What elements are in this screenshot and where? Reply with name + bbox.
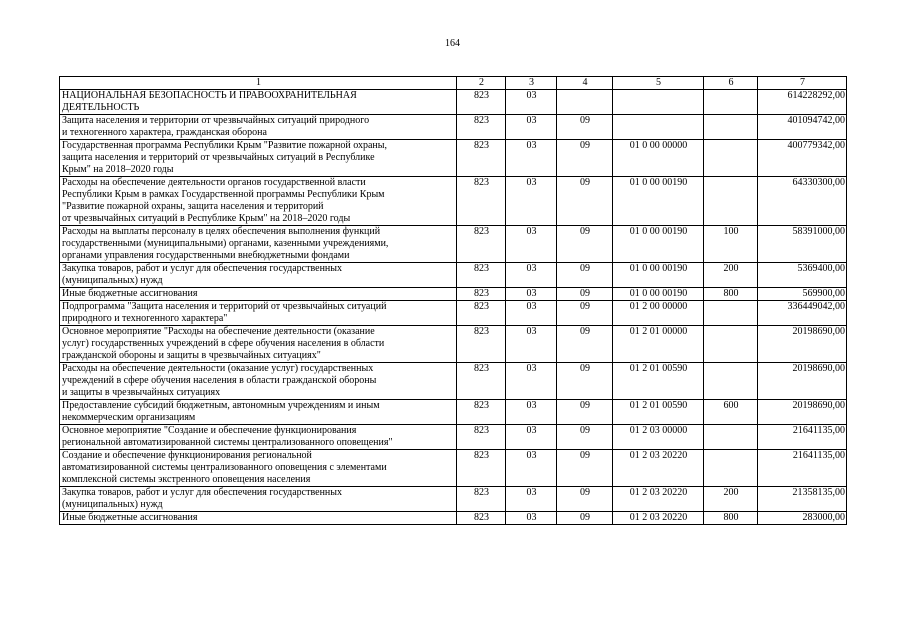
table-row	[60, 177, 847, 226]
expense-type-cell	[704, 140, 758, 177]
header-row	[60, 77, 847, 90]
expense-name-line: (муниципальных) нужд	[62, 275, 163, 286]
amount-cell: 20198690,00	[758, 326, 847, 363]
expense-name-line: Закупка товаров, работ и услуг для обеспечения государственных	[62, 263, 343, 274]
section-code-cell: 03	[506, 512, 557, 525]
admin-code-cell: 823	[457, 400, 506, 425]
admin-code-cell: 823	[457, 140, 506, 177]
header-col-2: 2	[457, 77, 506, 90]
budget-table	[59, 76, 847, 525]
table-header	[60, 77, 847, 90]
subsection-code-cell: 09	[557, 425, 613, 450]
subsection-code-cell: 09	[557, 177, 613, 226]
expense-name-line: Защита населения и территории от чрезвычайных ситуаций природного	[62, 115, 370, 126]
expense-name-line: органами управления государственными внебюджетными фондами	[62, 250, 350, 261]
expense-name-line: защита населения и территорий от чрезвычайных ситуаций в Республике	[62, 152, 375, 163]
admin-code-cell: 823	[457, 326, 506, 363]
expense-name-cell	[60, 487, 457, 512]
expense-name-line: Республики Крым в рамках Государственной программы Республики Крым	[62, 189, 385, 200]
amount-cell: 569900,00	[758, 288, 847, 301]
amount-cell: 21641135,00	[758, 425, 847, 450]
expense-name-cell	[60, 140, 457, 177]
table-row	[60, 288, 847, 301]
expense-name-line: региональной автоматизированной системы централизованного оповещения"	[62, 437, 393, 448]
expense-name-line: Иные бюджетные ассигнования	[62, 512, 198, 523]
table-row	[60, 400, 847, 425]
amount-cell: 21358135,00	[758, 487, 847, 512]
header-col-4: 4	[557, 77, 613, 90]
subsection-code-cell: 09	[557, 326, 613, 363]
table-row	[60, 512, 847, 525]
amount-cell: 64330300,00	[758, 177, 847, 226]
admin-code-cell: 823	[457, 90, 506, 115]
expense-name-line: Расходы на выплаты персоналу в целях обеспечения выполнения функций	[62, 226, 381, 237]
expense-name-cell	[60, 363, 457, 400]
section-code-cell: 03	[506, 487, 557, 512]
expense-name-cell	[60, 90, 457, 115]
section-code-cell: 03	[506, 263, 557, 288]
expense-name-line: Крым" на 2018–2020 годы	[62, 164, 174, 175]
subsection-code-cell: 09	[557, 226, 613, 263]
subsection-code-cell: 09	[557, 288, 613, 301]
expense-name-line: Закупка товаров, работ и услуг для обеспечения государственных	[62, 487, 343, 498]
subsection-code-cell: 09	[557, 400, 613, 425]
target-article-cell: 01 2 03 20220	[613, 450, 704, 487]
expense-name-line: гражданской обороны и защиты в чрезвычайных ситуациях"	[62, 350, 321, 361]
expense-type-cell: 600	[704, 400, 758, 425]
target-article-cell: 01 2 03 20220	[613, 487, 704, 512]
section-code-cell: 03	[506, 177, 557, 226]
expense-name-line: автоматизированной системы централизованного оповещения с элементами	[62, 462, 387, 473]
target-article-cell: 01 2 01 00000	[613, 326, 704, 363]
expense-name-cell	[60, 450, 457, 487]
table-row	[60, 487, 847, 512]
section-code-cell: 03	[506, 288, 557, 301]
section-code-cell: 03	[506, 425, 557, 450]
section-code-cell: 03	[506, 450, 557, 487]
expense-type-cell	[704, 326, 758, 363]
expense-name-line: ДЕЯТЕЛЬНОСТЬ	[62, 102, 140, 113]
amount-cell: 20198690,00	[758, 363, 847, 400]
table-row	[60, 90, 847, 115]
expense-type-cell	[704, 115, 758, 140]
header-col-3: 3	[506, 77, 557, 90]
table-row	[60, 140, 847, 177]
amount-cell: 283000,00	[758, 512, 847, 525]
subsection-code-cell: 09	[557, 115, 613, 140]
table-row	[60, 263, 847, 288]
amount-cell: 400779342,00	[758, 140, 847, 177]
expense-name-line: НАЦИОНАЛЬНАЯ БЕЗОПАСНОСТЬ И ПРАВООХРАНИТЕЛЬНАЯ	[62, 90, 357, 101]
expense-name-line: услуг) государственных учреждений в сфере обучения населения в области	[62, 338, 385, 349]
admin-code-cell: 823	[457, 115, 506, 140]
expense-type-cell	[704, 425, 758, 450]
admin-code-cell: 823	[457, 450, 506, 487]
table-row	[60, 115, 847, 140]
amount-cell: 21641135,00	[758, 450, 847, 487]
target-article-cell: 01 2 00 00000	[613, 301, 704, 326]
table-row	[60, 301, 847, 326]
section-code-cell: 03	[506, 400, 557, 425]
expense-type-cell	[704, 450, 758, 487]
section-code-cell: 03	[506, 226, 557, 263]
table-row	[60, 425, 847, 450]
expense-name-cell	[60, 301, 457, 326]
admin-code-cell: 823	[457, 301, 506, 326]
target-article-cell: 01 0 00 00190	[613, 226, 704, 263]
section-code-cell: 03	[506, 140, 557, 177]
table-row	[60, 226, 847, 263]
target-article-cell: 01 0 00 00190	[613, 263, 704, 288]
table-row	[60, 326, 847, 363]
subsection-code-cell: 09	[557, 140, 613, 177]
expense-type-cell: 800	[704, 512, 758, 525]
table-row	[60, 450, 847, 487]
target-article-cell: 01 2 01 00590	[613, 363, 704, 400]
expense-name-line: учреждений в сфере обучения населения в области гражданской обороны	[62, 375, 377, 386]
expense-name-line: некоммерческим организациям	[62, 412, 196, 423]
header-col-6: 6	[704, 77, 758, 90]
expense-type-cell: 100	[704, 226, 758, 263]
expense-type-cell: 800	[704, 288, 758, 301]
header-col-7: 7	[758, 77, 847, 90]
expense-name-line: комплексной системы экстренного оповещения населения	[62, 474, 311, 485]
expense-name-line: Расходы на обеспечение деятельности (оказание услуг) государственных	[62, 363, 374, 374]
admin-code-cell: 823	[457, 363, 506, 400]
admin-code-cell: 823	[457, 288, 506, 301]
subsection-code-cell: 09	[557, 301, 613, 326]
expense-name-cell	[60, 226, 457, 263]
expense-name-line: Основное мероприятие "Расходы на обеспечение деятельности (оказание	[62, 326, 375, 337]
subsection-code-cell: 09	[557, 487, 613, 512]
amount-cell: 5369400,00	[758, 263, 847, 288]
subsection-code-cell: 09	[557, 450, 613, 487]
expense-name-cell	[60, 512, 457, 525]
subsection-code-cell: 09	[557, 263, 613, 288]
expense-type-cell	[704, 363, 758, 400]
admin-code-cell: 823	[457, 263, 506, 288]
target-article-cell	[613, 90, 704, 115]
target-article-cell	[613, 115, 704, 140]
expense-name-line: Создание и обеспечение функционирования региональной	[62, 450, 312, 461]
target-article-cell: 01 0 00 00000	[613, 140, 704, 177]
expense-name-cell	[60, 288, 457, 301]
subsection-code-cell: 09	[557, 512, 613, 525]
amount-cell: 336449042,00	[758, 301, 847, 326]
target-article-cell: 01 0 00 00190	[613, 288, 704, 301]
target-article-cell: 01 0 00 00190	[613, 177, 704, 226]
expense-name-cell	[60, 263, 457, 288]
table-body	[60, 90, 847, 525]
expense-type-cell	[704, 177, 758, 226]
expense-name-line: и защиты в чрезвычайных ситуациях	[62, 387, 221, 398]
section-code-cell: 03	[506, 90, 557, 115]
expense-name-cell	[60, 326, 457, 363]
section-code-cell: 03	[506, 326, 557, 363]
expense-type-cell	[704, 301, 758, 326]
expense-name-line: Основное мероприятие "Создание и обеспечение функционирования	[62, 425, 357, 436]
section-code-cell: 03	[506, 115, 557, 140]
expense-name-line: и техногенного характера, гражданская оборона	[62, 127, 267, 138]
admin-code-cell: 823	[457, 177, 506, 226]
expense-type-cell: 200	[704, 487, 758, 512]
expense-name-cell	[60, 177, 457, 226]
subsection-code-cell: 09	[557, 363, 613, 400]
target-article-cell: 01 2 03 00000	[613, 425, 704, 450]
amount-cell: 58391000,00	[758, 226, 847, 263]
expense-name-cell	[60, 425, 457, 450]
amount-cell: 614228292,00	[758, 90, 847, 115]
page-number: 164	[445, 38, 460, 49]
expense-type-cell: 200	[704, 263, 758, 288]
admin-code-cell: 823	[457, 226, 506, 263]
expense-name-line: Предоставление субсидий бюджетным, автономным учреждениям и иным	[62, 400, 380, 411]
amount-cell: 401094742,00	[758, 115, 847, 140]
table-row	[60, 363, 847, 400]
admin-code-cell: 823	[457, 512, 506, 525]
expense-name-line: Расходы на обеспечение деятельности органов государственной власти	[62, 177, 366, 188]
expense-name-line: Государственная программа Республики Крым "Развитие пожарной охраны,	[62, 140, 387, 151]
expense-type-cell	[704, 90, 758, 115]
expense-name-line: Иные бюджетные ассигнования	[62, 288, 198, 299]
section-code-cell: 03	[506, 363, 557, 400]
expense-name-line: (муниципальных) нужд	[62, 499, 163, 510]
expense-name-line: от чрезвычайных ситуаций в Республике Крым" на 2018–2020 годы	[62, 213, 351, 224]
admin-code-cell: 823	[457, 425, 506, 450]
expense-name-line: Подпрограмма "Защита населения и территорий от чрезвычайных ситуаций	[62, 301, 387, 312]
header-col-5: 5	[613, 77, 704, 90]
expense-name-line: "Развитие пожарной охраны, защита населения и территорий	[62, 201, 324, 212]
expense-name-cell	[60, 400, 457, 425]
admin-code-cell: 823	[457, 487, 506, 512]
amount-cell: 20198690,00	[758, 400, 847, 425]
header-col-1: 1	[60, 77, 457, 90]
expense-name-line: государственными (муниципальными) органами, казенными учреждениями,	[62, 238, 389, 249]
target-article-cell: 01 2 03 20220	[613, 512, 704, 525]
expense-name-cell	[60, 115, 457, 140]
expense-name-line: природного и техногенного характера"	[62, 313, 228, 324]
section-code-cell: 03	[506, 301, 557, 326]
subsection-code-cell	[557, 90, 613, 115]
target-article-cell: 01 2 01 00590	[613, 400, 704, 425]
